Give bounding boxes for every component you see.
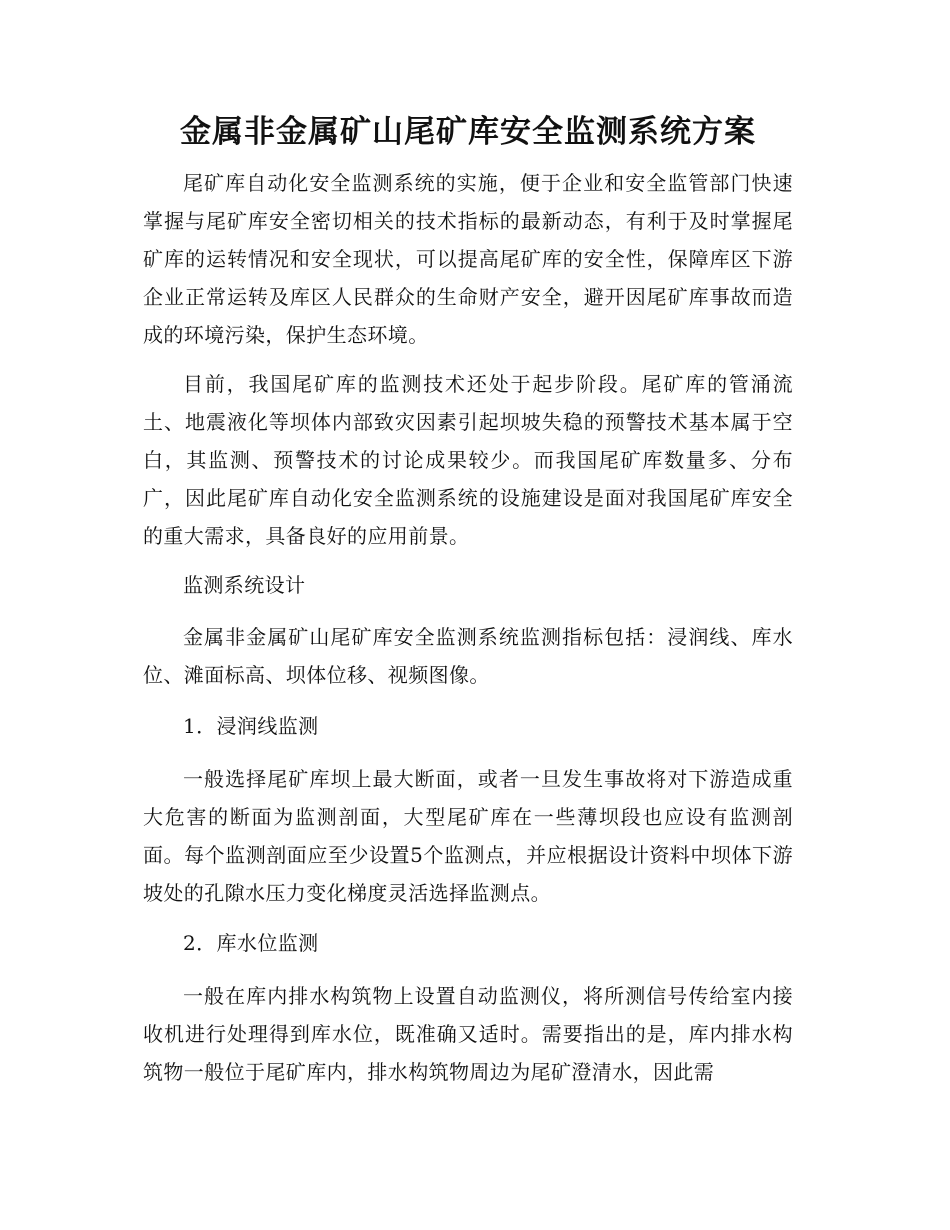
section-heading-water-level: 2．库水位监测 bbox=[183, 931, 319, 955]
paragraph-indicators: 金属非金属矿山尾矿库安全监测系统监测指标包括：浸润线、库水位、滩面标高、坝体位移、视频图像。 bbox=[143, 625, 793, 687]
paragraph-water-level: 一般在库内排水构筑物上设置自动监测仪，将所测信号传给室内接收机进行处理得到库水位，既准确又适时。需要指出的是，库内排水构筑物一般位于尾矿库内，排水构筑物周边为尾矿澄清水，因此需 bbox=[143, 984, 793, 1084]
paragraph-intro: 尾矿库自动化安全监测系统的实施，便于企业和安全监管部门快速掌握与尾矿库安全密切相关的技术指标的最新动态，有利于及时掌握尾矿库的运转情况和安全现状，可以提高尾矿库的安全性，保障库区下游企业正常运转及库区人民群众的生命财产安全，避开因尾矿库事故而造成的环境污染，保护生态环境。 bbox=[143, 171, 793, 347]
document-title: 金属非金属矿山尾矿库安全监测系统方案 bbox=[180, 114, 756, 150]
paragraph-status: 目前，我国尾矿库的监测技术还处于起步阶段。尾矿库的管涌流土、地震液化等坝体内部致灾因素引起坝坡失稳的预警技术基本属于空白，其监测、预警技术的讨论成果较少。而我国尾矿库数量多、分布广，因此尾矿库自动化安全监测系统的设施建设是面对我国尾矿库安全的重大需求，具备良好的应用前景。 bbox=[143, 372, 793, 548]
paragraph-phreatic-line: 一般选择尾矿库坝上最大断面，或者一旦发生事故将对下游造成重大危害的断面为监测剖面，大型尾矿库在一些薄坝段也应设有监测剖面。每个监测剖面应至少设置5个监测点，并应根据设计资料中坝体下游坡处的孔隙水压力变化梯度灵活选择监测点。 bbox=[143, 767, 793, 905]
section-heading-design: 监测系统设计 bbox=[183, 573, 306, 597]
section-heading-phreatic-line: 1．浸润线监测 bbox=[183, 714, 319, 738]
